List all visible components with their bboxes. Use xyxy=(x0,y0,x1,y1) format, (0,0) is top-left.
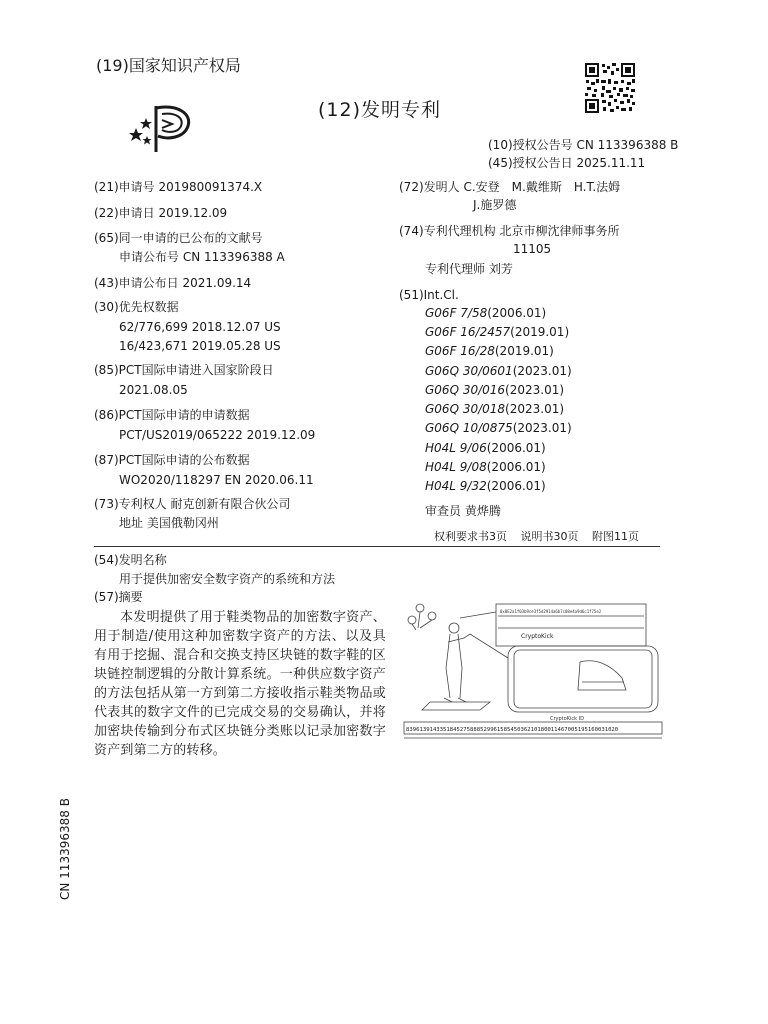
person-body xyxy=(446,634,470,698)
description-pages: 说明书30页 xyxy=(520,530,579,543)
address-value: 美国俄勒冈州 xyxy=(146,516,219,530)
office-name: (19)国家知识产权局 xyxy=(96,56,241,75)
application-number xyxy=(94,180,262,195)
patentee xyxy=(94,497,290,512)
priority-label: (30)优先权数据 xyxy=(94,300,179,314)
ipc-item: G06Q 30/016(2023.01) xyxy=(425,383,565,397)
abstract-label: (57)摘要 xyxy=(94,590,143,604)
examiner xyxy=(425,504,501,519)
page-counts xyxy=(434,530,649,544)
phone-screen xyxy=(514,650,652,708)
priority-item: 62/776,699 2018.12.07 US xyxy=(119,320,281,334)
side-publication-number: CN 113396388 B xyxy=(58,798,72,900)
network-node xyxy=(428,612,436,620)
patent-agent xyxy=(425,262,513,277)
grant-pub-no-value: CN 113396388 B xyxy=(576,138,679,152)
title-label: (54)发明名称 xyxy=(94,553,167,567)
application-date xyxy=(94,206,227,221)
figure-brand: CryptoKick xyxy=(521,633,554,640)
pub-date-value: 2021.09.14 xyxy=(182,276,252,290)
figure-brand-id: CryptoKick ID xyxy=(550,716,584,722)
inventors-line: J.施罗德 xyxy=(473,198,517,212)
phone-frame xyxy=(508,646,658,712)
examiner-label: 审查员 xyxy=(425,504,462,518)
document-type: (12)发明专利 xyxy=(318,99,442,121)
qr-code-icon xyxy=(584,62,636,114)
person-head xyxy=(449,623,459,633)
grant-publication-number xyxy=(488,138,678,153)
pct-application-data: PCT/US2019/065222 2019.12.09 xyxy=(119,428,316,442)
address-label: 地址 xyxy=(119,516,144,530)
ipc-item: G06Q 30/0601(2023.01) xyxy=(425,364,572,378)
patent-agency xyxy=(399,224,619,239)
cnipa-logo xyxy=(126,98,200,154)
pct-national-phase-date: 2021.08.05 xyxy=(119,383,188,397)
network-node xyxy=(408,616,416,624)
agent-value: 刘芳 xyxy=(488,262,513,276)
grant-date-label: (45)授权公告日 xyxy=(488,156,573,170)
agency-code: 11105 xyxy=(513,242,552,256)
grant-date xyxy=(488,156,645,171)
grant-pub-no-label: (10)授权公告号 xyxy=(488,138,573,152)
examiner-value: 黄烨腾 xyxy=(464,504,501,518)
shoe xyxy=(444,698,466,702)
ipc-item: G06Q 30/018(2023.01) xyxy=(425,402,565,416)
floor xyxy=(422,702,490,710)
drawing-pages: 附图11页 xyxy=(592,530,639,543)
pub-date-label: (43)申请公布日 xyxy=(94,276,179,290)
abstract-text: 本发明提供了用于鞋类物品的加密数字资产、用于制造/使用这种加密数字资产的方法、以及具有用于挖掘、混合和交换支持区块链的数字鞋的区块链控制逻辑的分散计算系统。一种供应数字资产的方法包括从第一方到第二方接收指示鞋类物品或代表其的数字文件的已完成交易的交易确认，并将加密块传输到分布式区块链分类账以记录加密数字资产到第二方的转移。 xyxy=(94,610,386,758)
app-no-value: 201980091374.X xyxy=(158,180,263,194)
invention-title: 用于提供加密安全数字资产的系统和方法 xyxy=(119,572,336,586)
claims-pages: 权利要求书3页 xyxy=(434,530,507,543)
app-no-label: (21)申请号 xyxy=(94,180,155,194)
agency-label: (74)专利代理机构 xyxy=(399,224,496,238)
inventors-line: C.安登 M.戴维斯 H.T.法姆 xyxy=(463,180,621,194)
ipc-label: (51)Int.Cl. xyxy=(399,288,459,302)
pct-application-label: (86)PCT国际申请的申请数据 xyxy=(94,408,250,422)
address xyxy=(119,516,219,531)
shoe-on-screen xyxy=(578,661,626,690)
agent-label: 专利代理师 xyxy=(425,262,486,276)
ipc-item: H04L 9/08(2006.01) xyxy=(425,460,546,474)
patentee-label: (73)专利权人 xyxy=(94,497,167,511)
ipc-item: G06F 16/28(2019.01) xyxy=(425,344,554,358)
figure-number-string: 839613914335184527588852996158545036210180011467005195160031020 xyxy=(406,727,619,733)
network-node xyxy=(416,604,424,612)
representative-figure xyxy=(400,598,666,744)
agency-value: 北京市柳沈律师事务所 xyxy=(499,224,620,238)
inventors xyxy=(399,180,620,195)
ipc-item: G06F 7/58(2006.01) xyxy=(425,306,547,320)
pct-publication-data: WO2020/118297 EN 2020.06.11 xyxy=(119,473,314,487)
priority-item: 16/423,671 2019.05.28 US xyxy=(119,339,281,353)
inventor-label: (72)发明人 xyxy=(399,180,460,194)
ipc-item: H04L 9/06(2006.01) xyxy=(425,441,546,455)
prior-publication-number xyxy=(119,250,285,265)
ipc-item: G06F 16/2457(2019.01) xyxy=(425,325,570,339)
ipc-item: H04L 9/32(2006.01) xyxy=(425,479,546,493)
prior-pub-sub-label: 申请公布号 xyxy=(119,250,180,264)
prior-pub-no-value: CN 113396388 A xyxy=(182,250,285,264)
ipc-item: G06Q 10/0875(2023.01) xyxy=(425,421,572,435)
app-date-label: (22)申请日 xyxy=(94,206,155,220)
publication-date xyxy=(94,276,251,291)
pct-publication-label: (87)PCT国际申请的公布数据 xyxy=(94,453,250,467)
figure-hash: 0x8E2a1f03b9ce3f5d2914a6b7c08e4a9d6c1f75e2 xyxy=(500,609,602,614)
grant-date-value: 2025.11.11 xyxy=(576,156,646,170)
app-date-value: 2019.12.09 xyxy=(158,206,228,220)
prior-publication-label: (65)同一申请的已公布的文献号 xyxy=(94,231,263,245)
pct-national-phase-label: (85)PCT国际申请进入国家阶段日 xyxy=(94,363,274,377)
section-divider xyxy=(94,546,660,547)
patentee-value: 耐克创新有限合伙公司 xyxy=(170,497,291,511)
